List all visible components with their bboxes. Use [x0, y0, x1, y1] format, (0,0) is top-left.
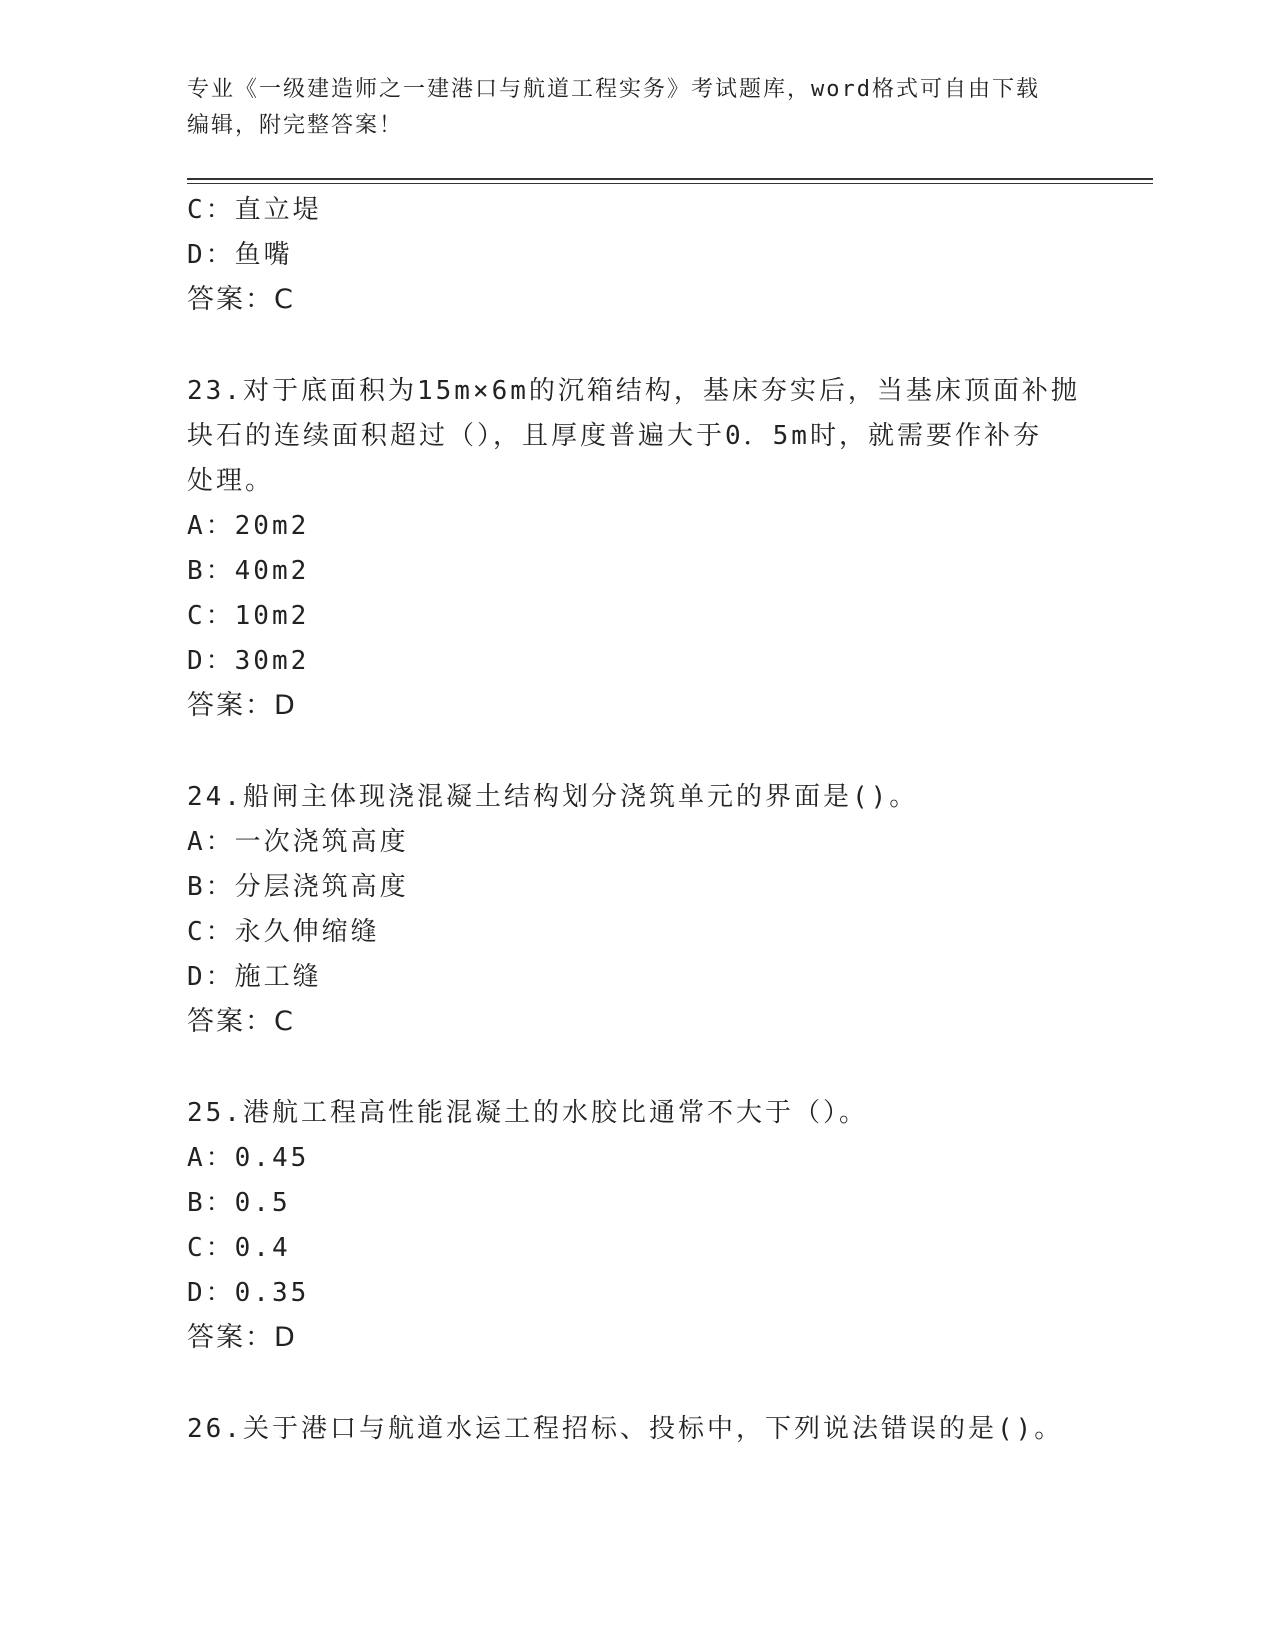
document-header: [187, 72, 1067, 144]
q23-answer: 答案：D: [187, 690, 297, 721]
q24-option-b: B：分层浇筑高度: [187, 872, 409, 902]
header-line-2: 编辑，附完整答案！: [187, 113, 404, 138]
q26-stem: 26.关于港口与航道水运工程招标、投标中，下列说法错误的是()。: [187, 1414, 1064, 1444]
q24-option-a: A：一次浇筑高度: [187, 827, 409, 857]
header-line-1: 专业《一级建造师之一建港口与航道工程实务》考试题库，word格式可自由下载: [187, 77, 1040, 102]
q25-stem: 25.港航工程高性能混凝土的水胶比通常不大于（）。: [187, 1098, 868, 1128]
prev-option-c: C：直立堤: [187, 195, 322, 225]
q23-stem-line-1: 23.对于底面积为15m×6m的沉箱结构，基床夯实后，当基床顶面补抛: [187, 376, 1080, 406]
prev-option-d: D：鱼嘴: [187, 240, 293, 270]
q23-stem-line-2: 块石的连续面积超过（），且厚度普遍大于0．5m时，就需要作补夯: [187, 421, 1042, 451]
q23-option-d: D：30m2: [187, 646, 310, 676]
q25-option-c: C：0.4: [187, 1233, 291, 1263]
q23-stem-line-3: 处理。: [187, 466, 275, 496]
q24-answer: 答案：C: [187, 1006, 295, 1037]
q25-option-a: A：0.45: [187, 1143, 310, 1173]
q23-option-a: A：20m2: [187, 511, 310, 541]
q25-answer: 答案：D: [187, 1322, 297, 1353]
q23-option-c: C：10m2: [187, 601, 310, 631]
prev-answer: 答案：C: [187, 284, 295, 315]
q24-stem: 24.船闸主体现浇混凝土结构划分浇筑单元的界面是()。: [187, 782, 919, 812]
q25-option-b: B：0.5: [187, 1188, 291, 1218]
header-divider-thick: [187, 178, 1153, 180]
q24-option-d: D：施工缝: [187, 962, 322, 992]
q25-option-d: D：0.35: [187, 1278, 310, 1308]
header-divider-thin: [187, 183, 1153, 184]
q24-option-c: C：永久伸缩缝: [187, 917, 380, 947]
q23-option-b: B：40m2: [187, 556, 310, 586]
